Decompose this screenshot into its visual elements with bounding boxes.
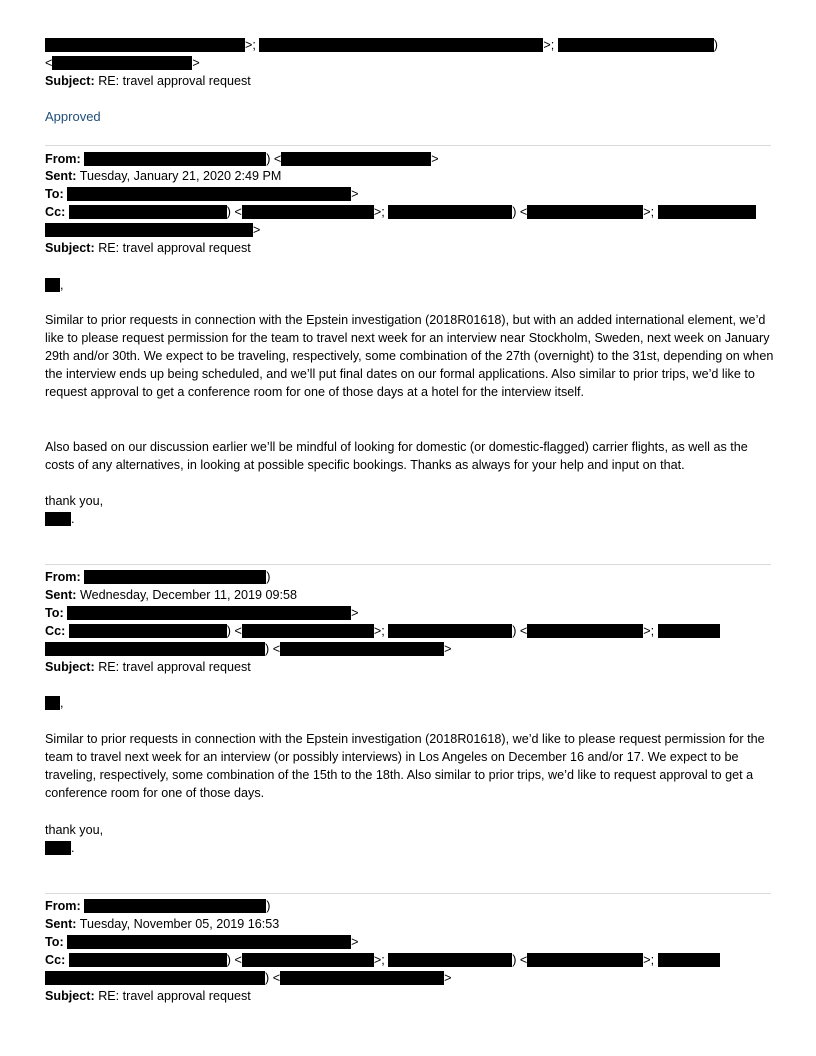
email1-sent: Sent: Tuesday, January 21, 2020 2:49 PM	[45, 169, 282, 183]
redaction-block	[527, 953, 643, 967]
subject-value: RE: travel approval request	[98, 241, 251, 255]
top-recipients-line-2: < >	[45, 56, 200, 70]
redaction-block	[388, 205, 512, 219]
redaction-block	[45, 642, 265, 656]
email2-cc-cont: ) < >	[45, 640, 451, 658]
email2-body-paragraph-1: Similar to prior requests in connection with the Epstein investigation (2018R01618), we’d like to please request permission for the team to travel next week for an interview (or possibly interviews) in Los Angeles on December 16 and/or 17. We expect to be traveling, respectively, some combination of the 15th to the 18th. Also similar to prior trips, we’d like to request approval to get a conference room for one of those days.	[45, 732, 765, 800]
redaction-block	[658, 624, 720, 638]
redaction-block	[69, 624, 227, 638]
email2-cc: Cc: ) < >; ) < >;	[45, 622, 720, 640]
email1-cc: Cc: ) < >; ) < >;	[45, 203, 756, 221]
email3-sent: Sent: Tuesday, November 05, 2019 16:53	[45, 917, 280, 931]
email2-from: From: )	[45, 570, 271, 584]
email3-to: To: >	[45, 935, 359, 949]
email3-subject: Subject: RE: travel approval request	[45, 989, 251, 1003]
redaction-block	[658, 953, 720, 967]
redaction-block	[67, 187, 351, 201]
subject-value: RE: travel approval request	[98, 660, 251, 674]
redaction-block	[45, 223, 253, 237]
email1-subject: Subject: RE: travel approval request	[45, 241, 251, 255]
redaction-block	[52, 56, 192, 70]
redaction-block	[280, 971, 444, 985]
email1-body-paragraph-1: Similar to prior requests in connection with the Epstein investigation (2018R01618), but with an added international element, we’d like to please request permission for the team to travel next week for an interview near Stockholm, Sweden, next week on January 29th and/or 30th. We expect to be traveling, respectively, some combination of the 27th (overnight) to the 31st, depending on when the interview ends up being scheduled, and we’ll put final dates on our formal applications. Also similar to prior trips, we’d like to request approval to get a conference room for one of those days at a hotel for the interview itself.	[45, 313, 774, 399]
redaction-block	[84, 899, 266, 913]
email3-from: From: )	[45, 899, 271, 913]
email2-signature: .	[45, 839, 75, 857]
top-recipients-line: >; >; )	[45, 36, 718, 54]
redaction-block	[69, 953, 227, 967]
email2-to: To: >	[45, 606, 359, 620]
email1-signoff: thank you,	[45, 494, 104, 508]
redaction-block	[67, 935, 351, 949]
subject-value: RE: travel approval request	[98, 74, 251, 88]
redaction-block	[45, 971, 265, 985]
redaction-block	[45, 278, 60, 292]
email1-body-paragraph-2: Also based on our discussion earlier we’ll be mindful of looking for domestic (or domestic-flagged) carrier flights, as well as the costs of any alternatives, in looking at possible specific bookings. Thanks as always for your help and input on that.	[45, 440, 748, 472]
email1-to: To: >	[45, 187, 359, 201]
redaction-block	[84, 152, 266, 166]
redaction-block	[45, 512, 71, 526]
sent-date: Tuesday, November 05, 2019 16:53	[79, 917, 280, 931]
email1-signature: .	[45, 510, 75, 528]
email2-greeting: ,	[45, 694, 64, 712]
redaction-block	[527, 624, 643, 638]
redaction-block	[84, 570, 266, 584]
redaction-block	[242, 205, 374, 219]
redaction-block	[69, 205, 227, 219]
message-divider	[45, 564, 771, 565]
email3-cc: Cc: ) < >; ) < >;	[45, 951, 720, 969]
redaction-block	[242, 953, 374, 967]
email3-cc-cont: ) < >	[45, 969, 451, 987]
email2-signoff: thank you,	[45, 823, 104, 837]
sent-date: Tuesday, January 21, 2020 2:49 PM	[79, 169, 282, 183]
approved-reply: Approved	[45, 109, 101, 124]
message-divider	[45, 893, 771, 894]
redaction-block	[45, 841, 71, 855]
redaction-block	[259, 38, 543, 52]
sent-date: Wednesday, December 11, 2019 09:58	[79, 588, 298, 602]
email2-subject: Subject: RE: travel approval request	[45, 660, 251, 674]
message-divider	[45, 145, 771, 146]
redaction-block	[281, 152, 431, 166]
redaction-block	[45, 38, 245, 52]
redaction-block	[242, 624, 374, 638]
redaction-block	[527, 205, 643, 219]
redaction-block	[658, 205, 756, 219]
email2-sent: Sent: Wednesday, December 11, 2019 09:58	[45, 588, 298, 602]
redaction-block	[280, 642, 444, 656]
subject-value: RE: travel approval request	[98, 989, 251, 1003]
redaction-block	[558, 38, 714, 52]
email1-cc-cont: >	[45, 221, 260, 239]
redaction-block	[67, 606, 351, 620]
redaction-block	[388, 624, 512, 638]
top-subject-line: Subject: RE: travel approval request	[45, 74, 251, 88]
email1-greeting: ,	[45, 276, 64, 294]
redaction-block	[388, 953, 512, 967]
email1-from: From: ) < >	[45, 152, 439, 166]
redaction-block	[45, 696, 60, 710]
